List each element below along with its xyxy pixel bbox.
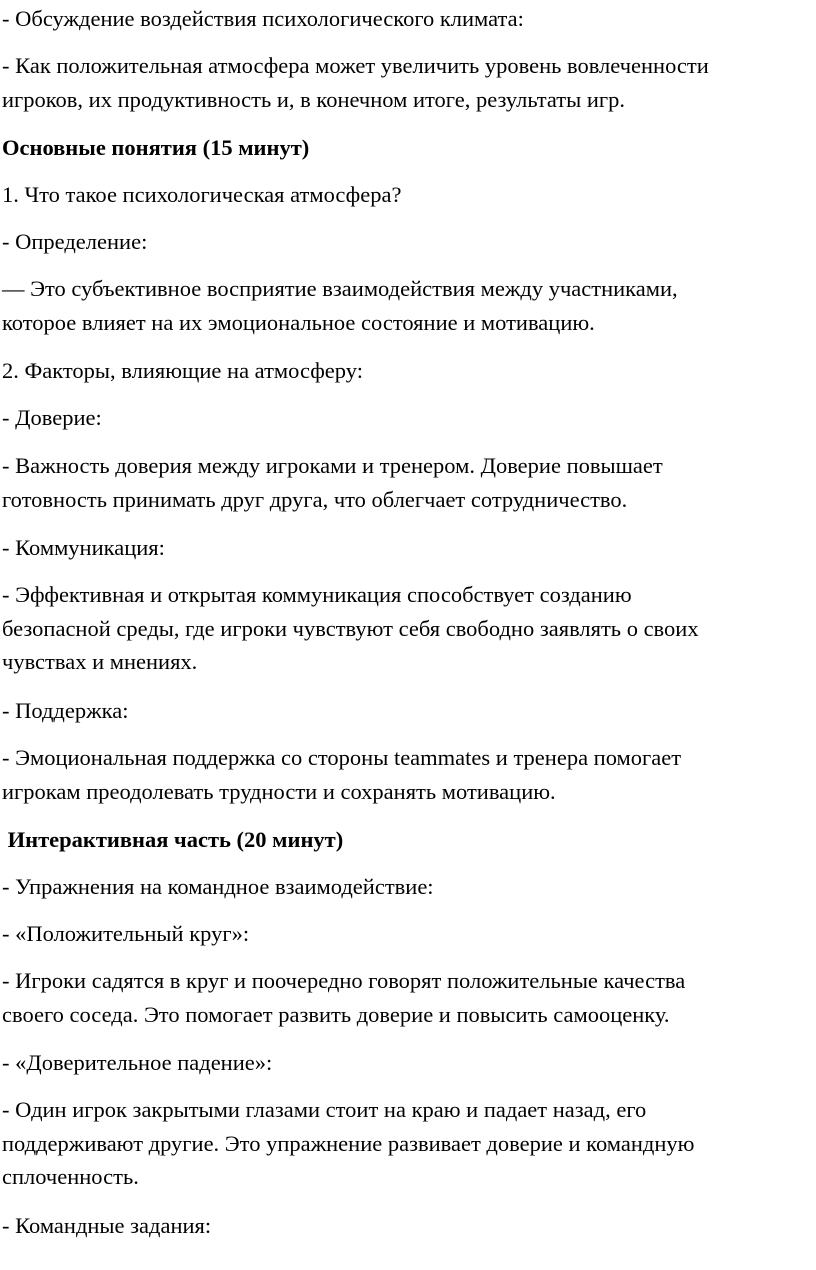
heading-interactive-part: Интерактивная часть (20 минут) bbox=[2, 827, 344, 852]
paragraph-positive-atmosphere bbox=[2, 49, 806, 116]
paragraph-team-tasks-label: - Командные задания: bbox=[2, 1213, 212, 1238]
paragraph-line: готовность принимать друг друга, что облегчает сотрудничество. bbox=[2, 486, 628, 512]
paragraph-line: безопасной среды, где игроки чувствуют себя свободно заявлять о своих bbox=[2, 615, 699, 641]
paragraph-line: своего соседа. Это помогает развить доверие и повысить самооценку. bbox=[2, 1001, 670, 1027]
paragraph-factors: 2. Факторы, влияющие на атмосферу: bbox=[2, 358, 363, 383]
paragraph-positive-circle-label: - «Положительный круг»: bbox=[2, 921, 250, 946]
paragraph-line: - Эффективная и открытая коммуникация способствует созданию bbox=[2, 582, 632, 607]
paragraph-definition-text bbox=[2, 272, 806, 339]
paragraph-line: - Эмоциональная поддержка со стороны teammates и тренера помогает bbox=[2, 745, 682, 770]
paragraph-positive-circle-text bbox=[2, 964, 806, 1031]
paragraph-trust-text bbox=[2, 449, 806, 516]
paragraph-line: сплоченность. bbox=[2, 1164, 139, 1189]
paragraph-line: - Игроки садятся в круг и поочередно говорят положительные качества bbox=[2, 968, 686, 993]
paragraph-line: которое влияет на их эмоциональное состояние и мотивацию. bbox=[2, 309, 595, 335]
paragraph-trust-label: - Доверие: bbox=[2, 405, 102, 430]
paragraph-team-exercises: - Упражнения на командное взаимодействие: bbox=[2, 874, 434, 899]
paragraph-communication-text bbox=[2, 578, 806, 679]
paragraph-line: поддерживают другие. Это упражнение развивает доверие и командную bbox=[2, 1130, 695, 1156]
paragraph-what-is-atmosphere: 1. Что такое психологическая атмосфера? bbox=[2, 182, 402, 207]
paragraph-communication-label: - Коммуникация: bbox=[2, 535, 165, 560]
paragraph-support-text bbox=[2, 741, 806, 808]
paragraph-line: игроков, их продуктивность и, в конечном итоге, результаты игр. bbox=[2, 86, 626, 112]
paragraph-trust-fall-text bbox=[2, 1093, 806, 1194]
heading-basic-concepts: Основные понятия (15 минут) bbox=[2, 135, 310, 160]
paragraph-line: чувствах и мнениях. bbox=[2, 649, 198, 674]
paragraph-trust-fall-label: - «Доверительное падение»: bbox=[2, 1050, 273, 1075]
paragraph-line: - Один игрок закрытыми глазами стоит на краю и падает назад, его bbox=[2, 1097, 647, 1122]
paragraph-definition-label: - Определение: bbox=[2, 229, 148, 254]
paragraph-line: - Как положительная атмосфера может увеличить уровень вовлеченности bbox=[2, 53, 709, 78]
paragraph-line: - Важность доверия между игроками и тренером. Доверие повышает bbox=[2, 453, 663, 478]
paragraph-support-label: - Поддержка: bbox=[2, 698, 129, 723]
paragraph-line: — Это субъективное восприятие взаимодействия между участниками, bbox=[2, 276, 678, 301]
paragraph-line: игрокам преодолевать трудности и сохранять мотивацию. bbox=[2, 778, 556, 804]
paragraph-discussion-climate: - Обсуждение воздействия психологического климата: bbox=[2, 6, 524, 31]
